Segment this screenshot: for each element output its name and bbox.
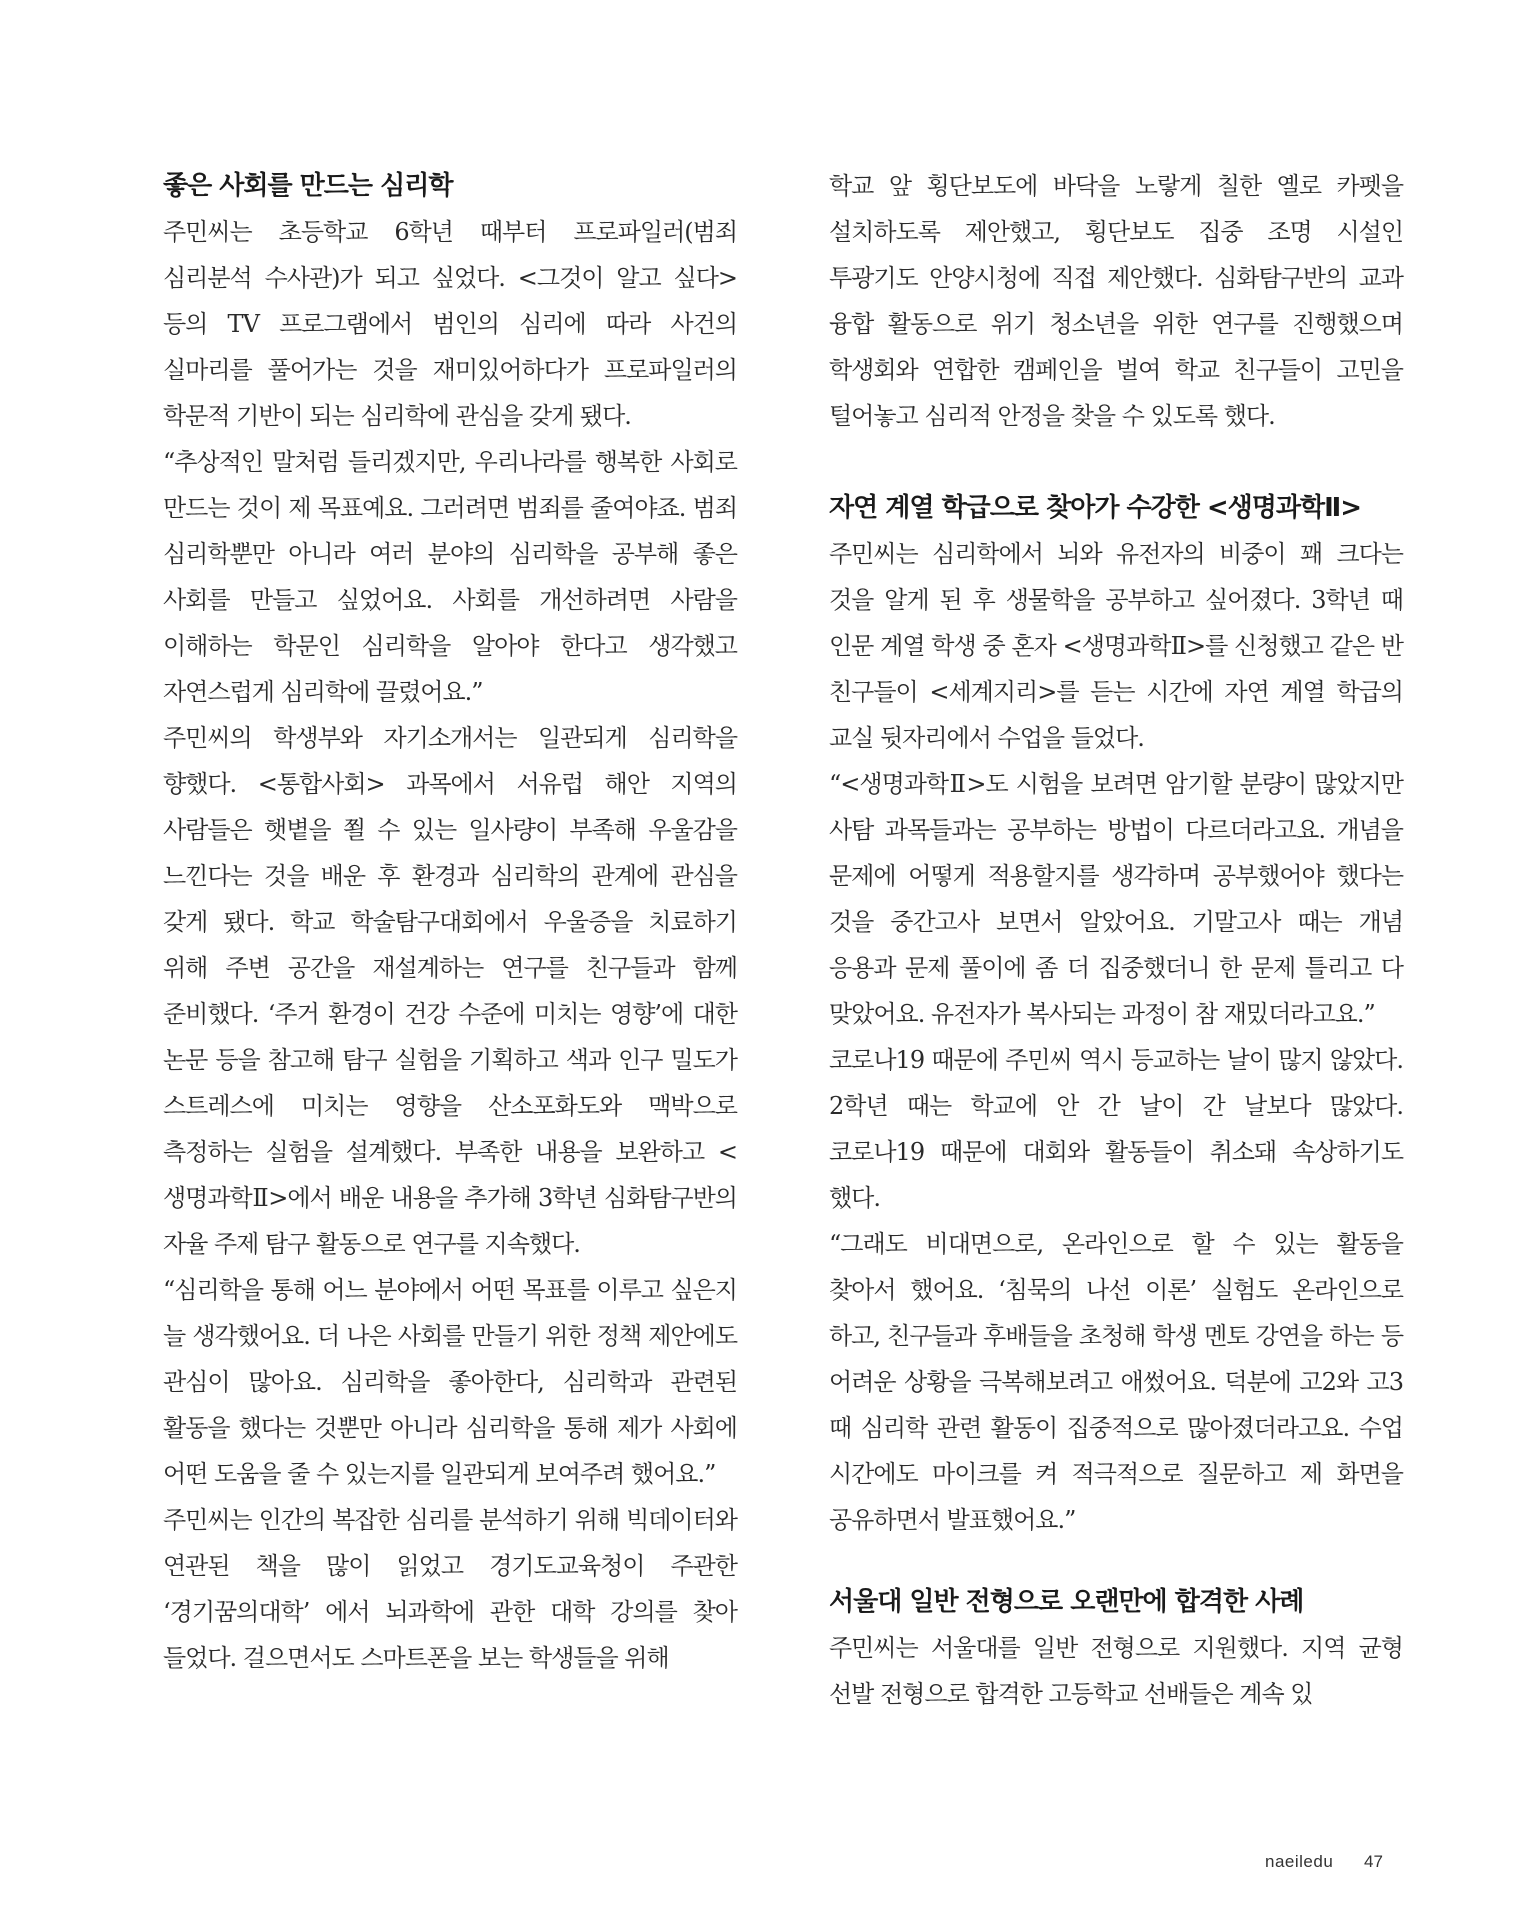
section-heading-psychology: 좋은 사회를 만드는 심리학 (163, 171, 453, 201)
section-spacer (829, 439, 1403, 485)
right-column (829, 163, 1403, 1717)
section-heading-admission: 서울대 일반 전형으로 오랜만에 합격한 사례 (829, 1587, 1304, 1617)
quote-paragraph: “추상적인 말처럼 들리겠지만, 우리나라를 행복한 사회로 만드는 것이 제 목표예요. 그러려면 범죄를 줄여야죠. 범죄 심리학뿐만 아니라 여러 분야의 심리학을 공부해 좋은 사회를 만들고 싶었어요. 사회를 개선하려면 사람을 이해하는 학문인 심리학을 알아야 한다고 생각했고 자연스럽게 심리학에 끌렸어요.” (163, 448, 737, 706)
section-heading-biology: 자연 계열 학급으로 찾아가 수강한 <생명과학Ⅱ> (829, 493, 1362, 523)
body-paragraph: 코로나19 때문에 주민씨 역시 등교하는 날이 많지 않았다. 2학년 때는 학교에 안 간 날이 간 날보다 많았다. 코로나19 때문에 대회와 활동들이 취소돼 속상하기도 했다. (829, 1046, 1403, 1212)
quote-paragraph: “심리학을 통해 어느 분야에서 어떤 목표를 이루고 싶은지 늘 생각했어요. 더 나은 사회를 만들기 위한 정책 제안에도 관심이 많아요. 심리학을 좋아한다, 심리학과 관련된 활동을 했다는 것뿐만 아니라 심리학을 통해 제가 사회에 어떤 도움을 줄 수 있는지를 일관되게 보여주려 했어요.” (163, 1276, 737, 1488)
body-paragraph: 주민씨의 학생부와 자기소개서는 일관되게 심리학을 향했다. <통합사회> 과목에서 서유럽 해안 지역의 사람들은 햇볕을 쬘 수 있는 일사량이 부족해 우울감을 느낀다는 것을 배운 후 환경과 심리학의 관계에 관심을 갖게 됐다. 학교 학술탐구대회에서 우울증을 치료하기 위해 주변 공간을 재설계하는 연구를 친구들과 함께 준비했다. ‘주거 환경이 건강 수준에 미치는 영향’에 대한 논문 등을 참고해 탐구 실험을 기획하고 색과 인구 밀도가 스트레스에 미치는 영향을 산소포화도와 맥박으로 측정하는 실험을 설계했다. 부족한 내용을 보완하고 <생명과학Ⅱ>에서 배운 내용을 추가해 3학년 심화탐구반의 자율 주제 탐구 활동으로 연구를 지속했다. (163, 724, 737, 1258)
body-paragraph: 주민씨는 인간의 복잡한 심리를 분석하기 위해 빅데이터와 연관된 책을 많이 읽었고 경기도교육청이 주관한 ‘경기꿈의대학’ 에서 뇌과학에 관한 대학 강의를 찾아 들었다. 걸으면서도 스마트폰을 보는 학생들을 위해 (163, 1506, 737, 1672)
magazine-brand: naeiledu (1265, 1852, 1334, 1871)
body-paragraph: 주민씨는 서울대를 일반 전형으로 지원했다. 지역 균형 선발 전형으로 합격한 고등학교 선배들은 계속 있 (829, 1634, 1403, 1708)
body-paragraph: 주민씨는 초등학교 6학년 때부터 프로파일러(범죄 심리분석 수사관)가 되고 싶었다. <그것이 알고 싶다> 등의 TV 프로그램에서 범인의 심리에 따라 사건의 실마리를 풀어가는 것을 재미있어하다가 프로파일러의 학문적 기반이 되는 심리학에 관심을 갖게 됐다. (163, 218, 737, 430)
quote-paragraph: “<생명과학Ⅱ>도 시험을 보려면 암기할 분량이 많았지만 사탐 과목들과는 공부하는 방법이 다르더라고요. 개념을 문제에 어떻게 적용할지를 생각하며 공부했어야 했다는 것을 중간고사 보면서 알았어요. 기말고사 때는 개념 응용과 문제 풀이에 좀 더 집중했더니 한 문제 틀리고 다 맞았어요. 유전자가 복사되는 과정이 참 재밌더라고요.” (829, 770, 1403, 1028)
body-paragraph: 학교 앞 횡단보도에 바닥을 노랗게 칠한 옐로 카펫을 설치하도록 제안했고, 횡단보도 집중 조명 시설인 투광기도 안양시청에 직접 제안했다. 심화탐구반의 교과 융합 활동으로 위기 청소년을 위한 연구를 진행했으며 학생회와 연합한 캠페인을 벌여 학교 친구들이 고민을 털어놓고 심리적 안정을 찾을 수 있도록 했다. (829, 172, 1403, 430)
section-spacer (829, 1543, 1403, 1579)
left-column (163, 163, 737, 1681)
body-paragraph: 주민씨는 심리학에서 뇌와 유전자의 비중이 꽤 크다는 것을 알게 된 후 생물학을 공부하고 싶어졌다. 3학년 때 인문 계열 학생 중 혼자 <생명과학Ⅱ>를 신청했고 같은 반 친구들이 <세계지리>를 듣는 시간에 자연 계열 학급의 교실 뒷자리에서 수업을 들었다. (829, 540, 1403, 752)
page-footer (1265, 1852, 1383, 1872)
page-number: 47 (1364, 1852, 1383, 1871)
quote-paragraph: “그래도 비대면으로, 온라인으로 할 수 있는 활동을 찾아서 했어요. ‘침묵의 나선 이론’ 실험도 온라인으로 하고, 친구들과 후배들을 초청해 학생 멘토 강연을 하는 등 어려운 상황을 극복해보려고 애썼어요. 덕분에 고2와 고3 때 심리학 관련 활동이 집중적으로 많아졌더라고요. 수업 시간에도 마이크를 켜 적극적으로 질문하고 제 화면을 공유하면서 발표했어요.” (829, 1230, 1403, 1534)
